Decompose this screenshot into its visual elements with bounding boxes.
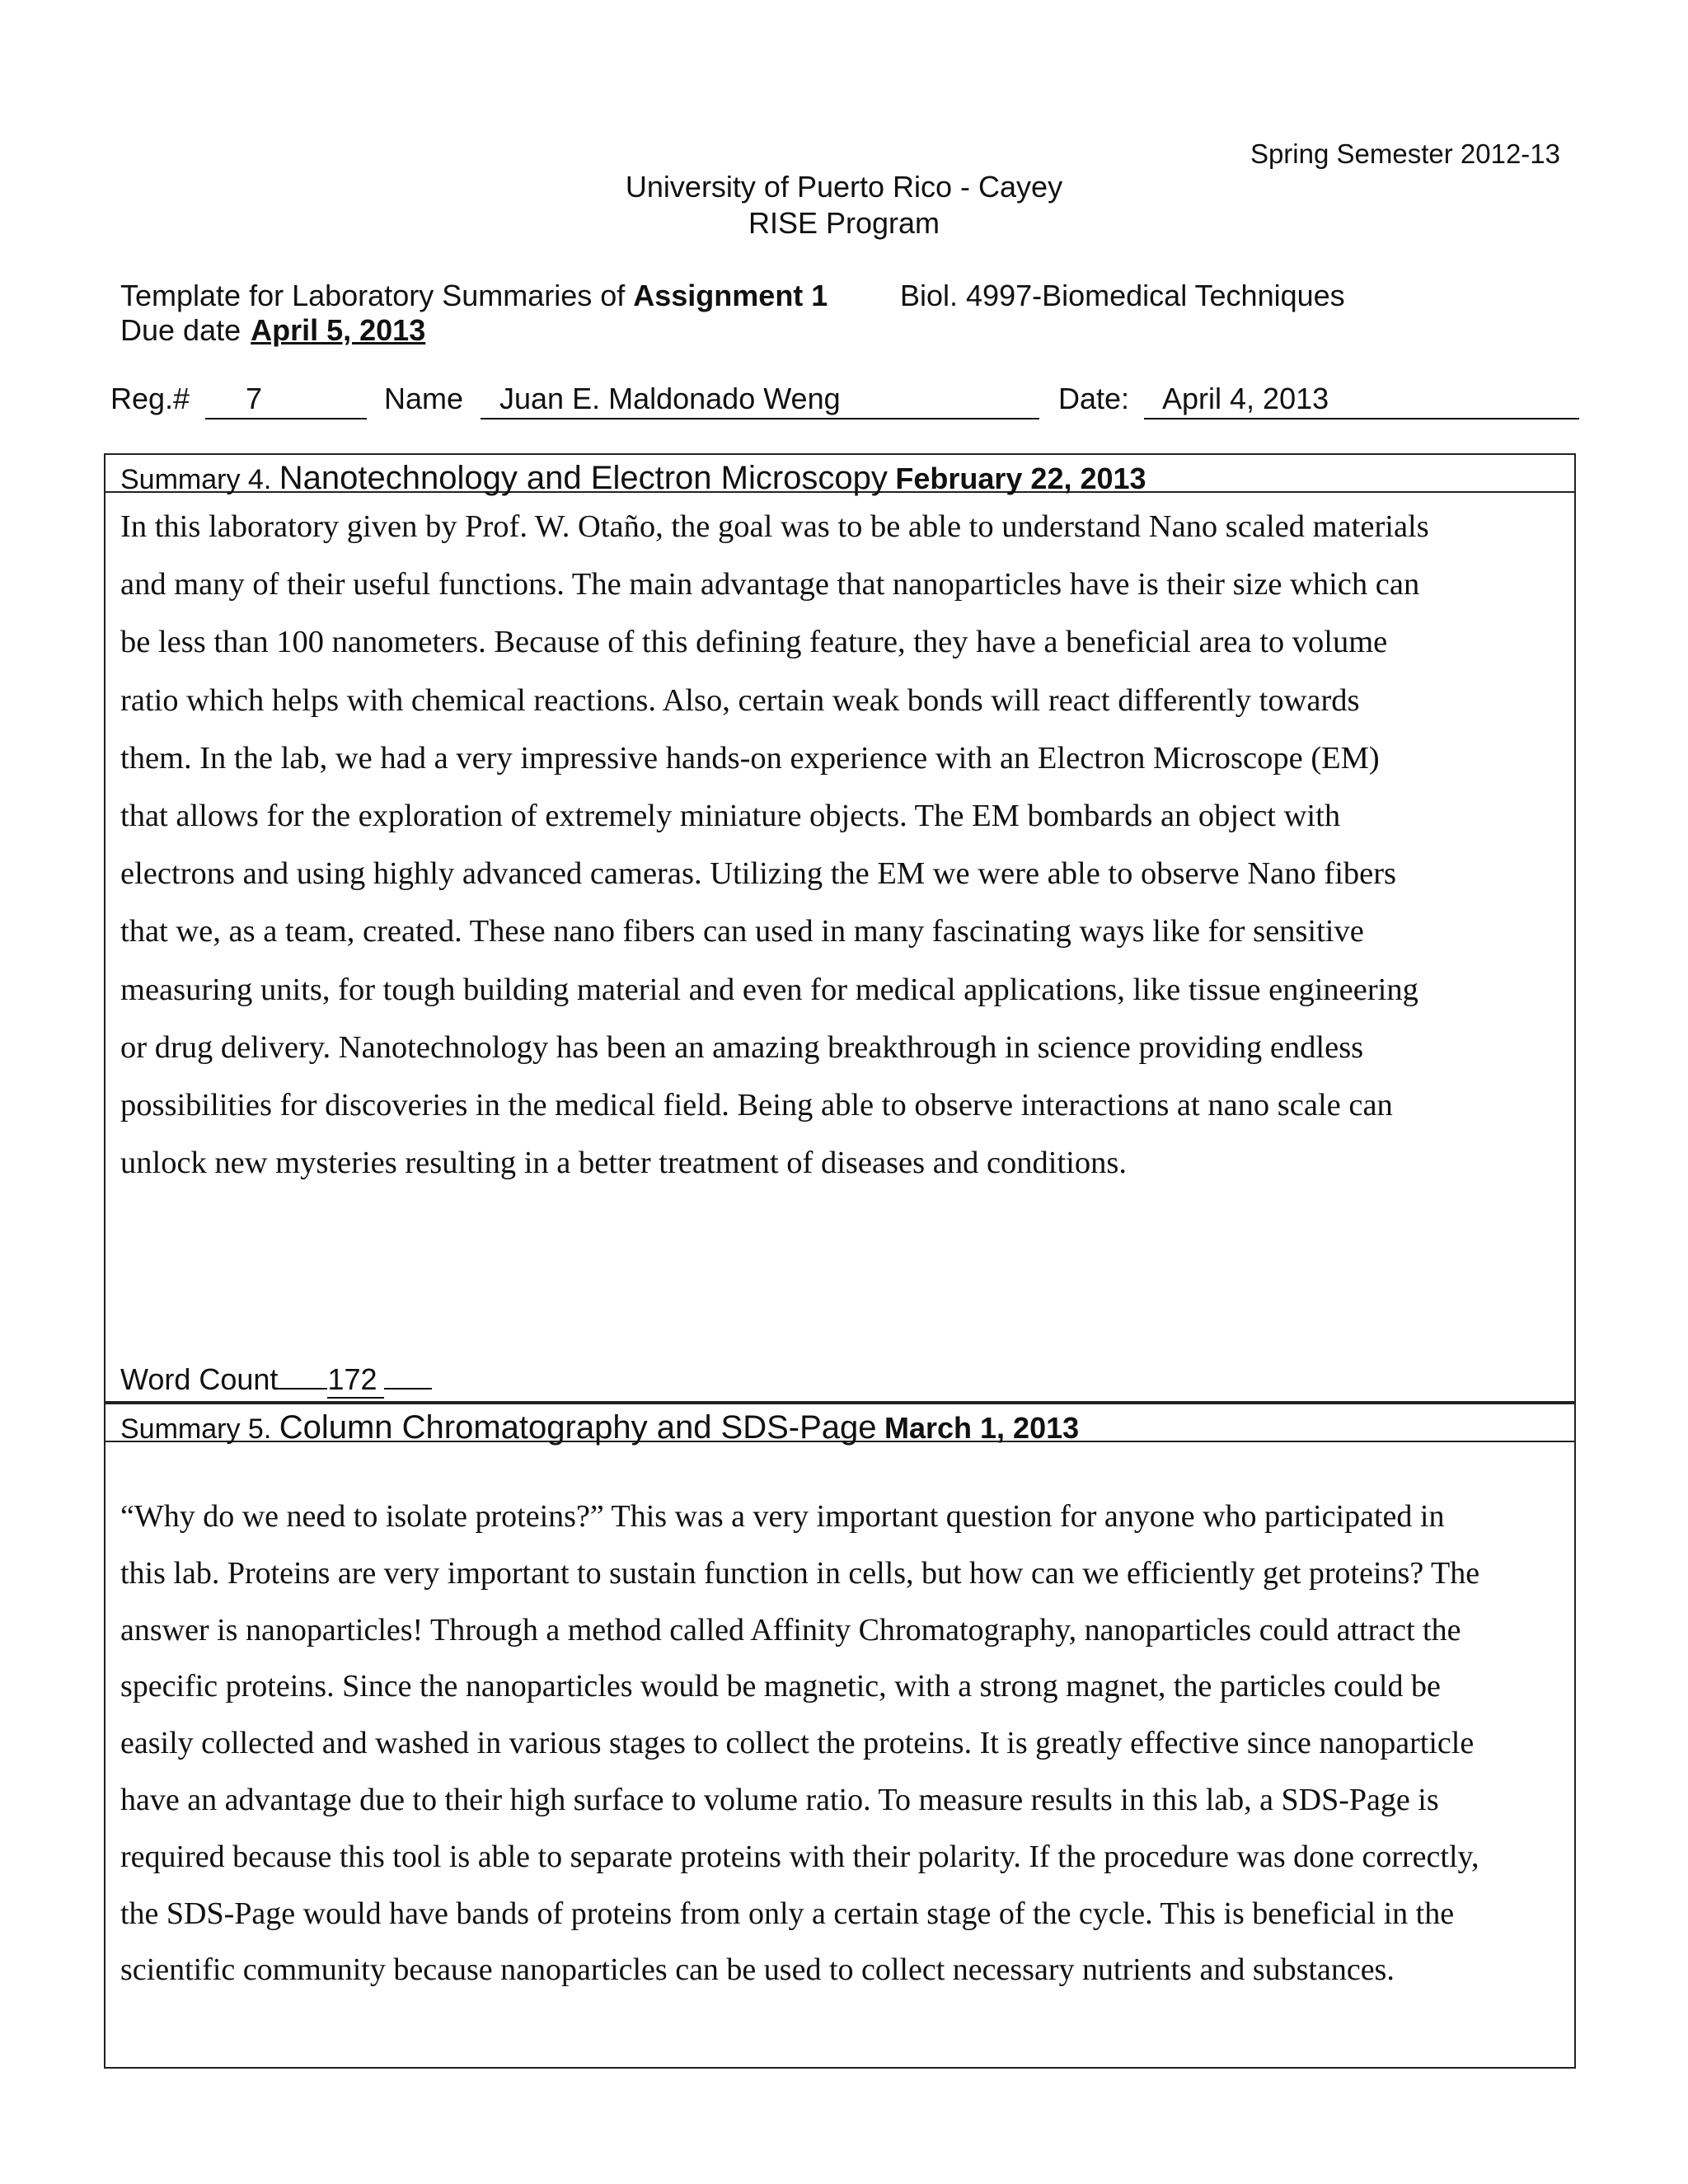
reg-value: 7 bbox=[246, 382, 263, 415]
date-value: April 4, 2013 bbox=[1162, 382, 1329, 415]
template-line bbox=[120, 279, 828, 313]
due-date: April 5, 2013 bbox=[251, 313, 426, 347]
reg-label: Reg.# bbox=[110, 382, 190, 415]
summary-4-box bbox=[104, 453, 1576, 1403]
program-title: RISE Program bbox=[748, 206, 940, 240]
summary-5-label: Summary 5. bbox=[120, 1413, 272, 1445]
word-count-value: 172 bbox=[327, 1362, 383, 1399]
due-line bbox=[120, 313, 425, 348]
date-label: Date: bbox=[1058, 382, 1130, 415]
summary-4-header bbox=[106, 455, 1574, 496]
semester-label: Spring Semester 2012-13 bbox=[1250, 138, 1560, 169]
summary-5-date: March 1, 2013 bbox=[884, 1411, 1080, 1445]
word-count-blank bbox=[278, 1358, 327, 1390]
summary-5-box bbox=[104, 1403, 1576, 2069]
summary-5-header bbox=[106, 1404, 1574, 1446]
course-label: Biol. 4997-Biomedical Techniques bbox=[900, 279, 1345, 312]
summary-4-date: February 22, 2013 bbox=[895, 462, 1146, 495]
summary-4-topic: Nanotechnology and Electron Microscopy bbox=[279, 460, 888, 496]
university-title: University of Puerto Rico - Cayey bbox=[625, 170, 1063, 204]
summary-5-topic: Column Chromatography and SDS-Page bbox=[279, 1409, 877, 1446]
summary-5-body: “Why do we need to isolate proteins?” This was a very important question for anyone who participated in this lab. Proteins are very important to sustain function in cells, but how can we efficiently get proteins? The answer is nanoparticles! Through a method called Affinity Chromatography, nanoparticles could attract the specific proteins. Since the nanoparticles would be magnetic, with a strong magnet, the particles could be easily collected and washed in various stages to collect the proteins. It is greatly effective since nanoparticle have an advantage due to their high surface to volume ratio. To measure results in this lab, a SDS-Page is required because this tool is able to separate proteins with their polarity. If the procedure was done correctly, the SDS-Page would have bands of proteins from only a certain stage of the cycle. This is beneficial in the scientific community because nanoparticles can be used to collect necessary nutrients and substances. bbox=[120, 1499, 1480, 1988]
name-label: Name bbox=[384, 382, 464, 415]
word-count-line bbox=[120, 1358, 432, 1399]
due-label: Due date bbox=[120, 313, 241, 347]
assignment-label: Assignment 1 bbox=[633, 279, 828, 312]
word-count-tail bbox=[384, 1358, 432, 1390]
summary-4-label: Summary 4. bbox=[120, 464, 272, 495]
reg-field bbox=[205, 382, 367, 419]
summary-4-body: In this laboratory given by Prof. W. Otaño, the goal was to be able to understand Nano scaled materials and many of their useful functions. The main advantage that nanoparticles have is their size which can be less than 100 nanometers. Because of this defining feature, they have a beneficial area to volume ratio which helps with chemical reactions. Also, certain weak bonds will react differently towards them. In the lab, we had a very impressive hands-on experience with an Electron Microscope (EM) that allows for the exploration of extremely miniature objects. The EM bombards an object with electrons and using highly advanced cameras. Utilizing the EM we were able to observe Nano fibers that we, as a team, created. These nano fibers can used in many fascinating ways like for sensitive measuring units, for tough building material and even for medical applications, like tissue engineering or drug delivery. Nanotechnology has been an amazing breakthrough in science providing endless possibilities for discoveries in the medical field. Being able to observe interactions at nano scale can unlock new mysteries resulting in a better treatment of diseases and conditions. bbox=[120, 509, 1429, 1181]
name-value: Juan E. Maldonado Weng bbox=[499, 382, 841, 415]
template-text: Template for Laboratory Summaries of bbox=[120, 279, 634, 312]
student-info-row bbox=[0, 382, 1688, 421]
word-count-label: Word Count bbox=[120, 1362, 279, 1396]
